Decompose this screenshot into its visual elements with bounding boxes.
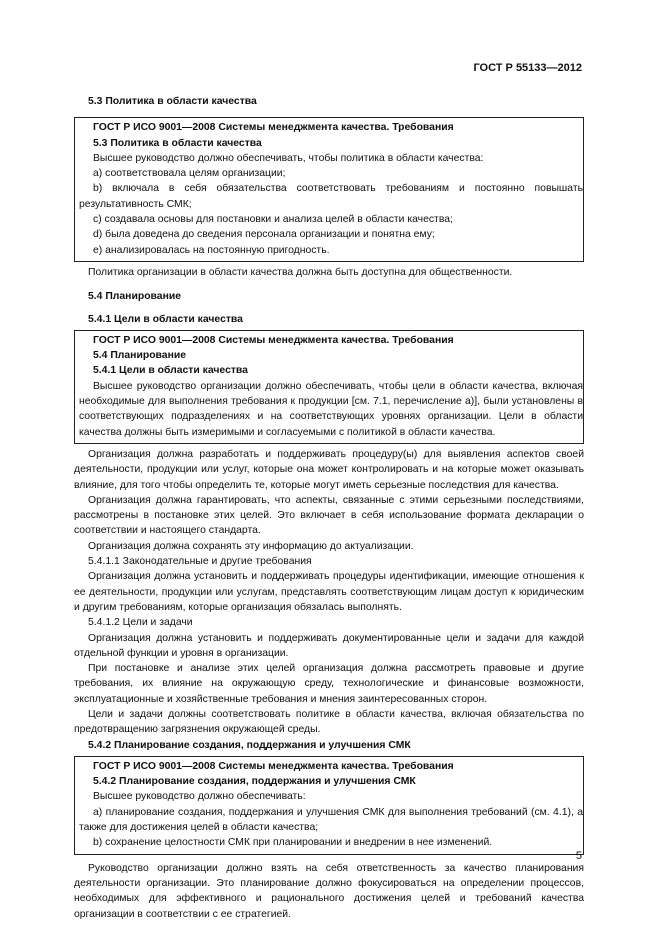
section-title-5-4: 5.4 Планирование [88,291,182,303]
quote-intro: Высшее руководство должно обеспечивать, чтобы политика в области качества: [93,152,484,164]
quote-subheading: 5.4.1 Цели в области качества [93,365,248,377]
paragraph: Руководство организации должно взять на себя ответственность за качество планирования деятельности организации. Это планирование должно фокусироваться на определении процессов, необходимых для эффективного и рационального достижения целей и требований качества организации в соответствии с ее стратегией. [74,862,584,920]
paragraph: Политика организации в области качества должна быть доступна для общественности. [88,266,513,278]
quote-ref: ГОСТ Р ИСО 9001—2008 Системы менеджмента качества. Требования [93,334,454,346]
quote-heading: 5.4 Планирование [93,350,187,362]
quote-heading: 5.3 Политика в области качества [93,137,262,149]
subsection-title-5-4-1-2: 5.4.1.2 Цели и задачи [88,617,193,629]
quote-text: Высшее руководство организации должно обеспечивать, чтобы цели в области качества, включая необходимые для выполнения требования к продукции [см. 7.1, перечисление а)], были установлены в соответствующих подразделениях и на соответствующих уровнях организации. Цели в области качества должны быть измеримыми и согласуемыми с политикой в области качества. [79,380,583,438]
page-content [74,94,584,922]
paragraph: Организация должна установить и поддерживать документированные цели и задачи для каждой отдельной функции и уровня в организации. [74,632,584,659]
subsection-title-5-4-1-1: 5.4.1.1 Законодательные и другие требования [88,556,312,568]
quote-box-5-3 [74,117,584,262]
list-item: с) создавала основы для постановки и анализа целей в области качества; [93,214,453,226]
list-item: b) включала в себя обязательства соответствовать требованиям и постоянно повышать результативность СМК; [79,183,583,210]
list-item: е) анализировалась на постоянную пригодность. [93,244,330,256]
quote-ref: ГОСТ Р ИСО 9001—2008 Системы менеджмента качества. Требования [93,122,454,134]
section-title-5-3: 5.3 Политика в области качества [88,96,257,107]
list-item: b) сохранение целостности СМК при планировании и внедрении в нее изменений. [93,837,493,849]
paragraph: Цели и задачи должны соответствовать политике в области качества, включая обязательства по предотвращению загрязнения окружающей среды. [74,708,584,736]
list-item: а) планирование создания, поддержания и улучшения СМК для выполнения требований (см. 4.1), а также для достижения целей в области качества; [79,806,583,834]
list-item: d) была доведена до сведения персонала организации и понятна ему; [93,229,435,241]
paragraph: Организация должна гарантировать, что аспекты, связанные с этими серьезными последствиями, рассмотрены в постановке этих целей. Это включает в себя использование формата декларации о соответствии и настоящего стандарта. [74,494,584,537]
quote-heading: 5.4.2 Планирование создания, поддержания и улучшения СМК [93,776,416,788]
subsection-title-5-4-2: 5.4.2 Планирование создания, поддержания и улучшения СМК [88,739,411,751]
quote-box-5-4-1 [74,330,584,444]
paragraph: Организация должна разработать и поддерживать процедуру(ы) для выявления аспектов своей деятельности, продукции или услуг, которые она может контролировать и на которые может оказывать влияние, для того чтобы определить те, которые могут иметь серьезные последствия для качества. [74,448,584,491]
paragraph: При постановке и анализе этих целей организация должна рассмотреть правовые и другие требования, их влияние на окружающую среду, технологические и финансовые возможности, эксплуатационные и хозяйственные требования и мнения заинтересованных сторон. [74,663,584,705]
paragraph: Организация должна установить и поддерживать процедуры идентификации, имеющие отношения к ее деятельности, продукции или услугам, представлять соответствующим лицам доступ к юридическим и другим требованиям, которые организация обязалась выполнять. [74,571,584,613]
page-number: 5 [575,850,582,862]
quote-box-5-4-2 [74,756,584,855]
document-header: ГОСТ Р 55133—2012 [473,62,582,74]
quote-intro: Высшее руководство должно обеспечивать: [93,791,306,803]
paragraph: Организация должна сохранять эту информацию до актуализации. [88,540,414,552]
quote-ref: ГОСТ Р ИСО 9001—2008 Системы менеджмента качества. Требования [93,760,454,772]
list-item: а) соответствовала целям организации; [93,168,286,180]
subsection-title-5-4-1: 5.4.1 Цели в области качества [88,313,243,325]
